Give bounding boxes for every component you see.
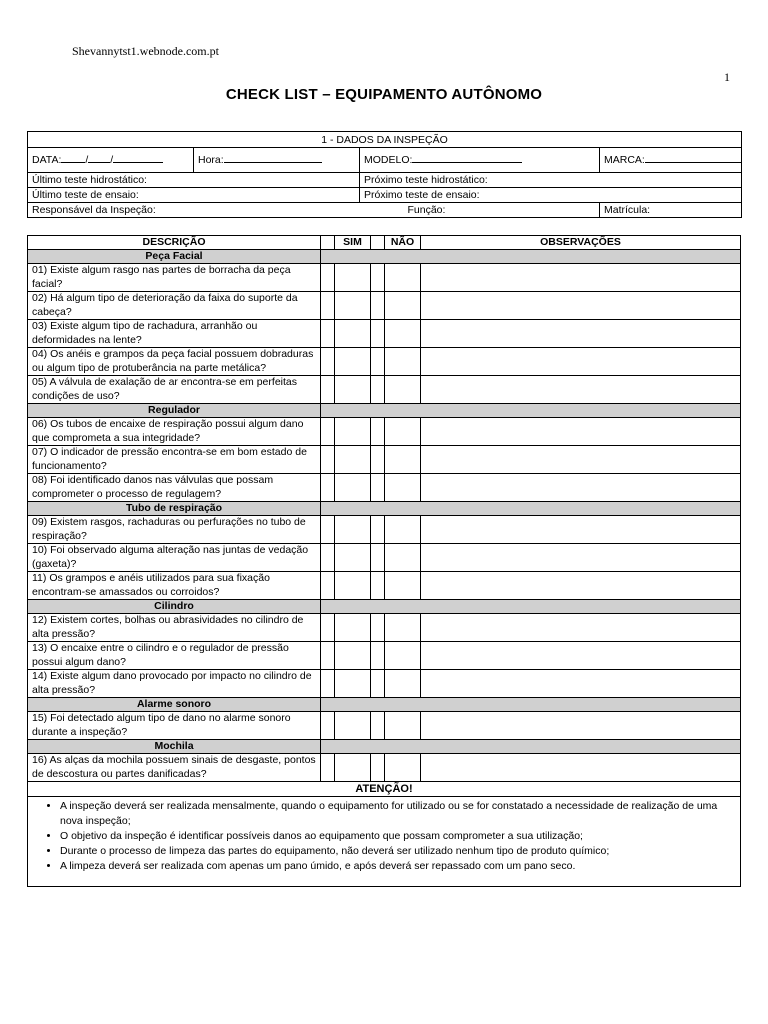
section-title: Cilindro <box>28 600 321 614</box>
checklist-row <box>28 376 741 404</box>
yes-checkbox-cell[interactable] <box>335 446 371 474</box>
question-text: 16) As alças da mochila possuem sinais de desgaste, pontos de descostura ou partes danificadas? <box>28 754 321 782</box>
no-checkbox-cell[interactable] <box>385 712 421 740</box>
checklist-row <box>28 544 741 572</box>
checklist-row <box>28 754 741 782</box>
section-header-row <box>28 740 741 754</box>
checklist-row <box>28 418 741 446</box>
question-text: 09) Existem rasgos, rachaduras ou perfurações no tubo de respiração? <box>28 516 321 544</box>
checklist-row <box>28 614 741 642</box>
notes-cell <box>28 797 741 887</box>
question-text: 05) A válvula de exalação de ar encontra-se em perfeitas condições de uso? <box>28 376 321 404</box>
yes-checkbox-cell[interactable] <box>335 572 371 600</box>
model-label: MODELO: <box>364 154 413 166</box>
observations-cell[interactable] <box>421 516 741 544</box>
section-header-row <box>28 600 741 614</box>
site-url: Shevannytst1.webnode.com.pt <box>72 44 219 58</box>
note-item: • O objetivo da inspeção é identificar possíveis danos ao equipamento que possam comprometer a sua utilização; <box>60 829 734 844</box>
spacer-cell <box>321 446 335 474</box>
no-checkbox-cell[interactable] <box>385 670 421 698</box>
yes-checkbox-cell[interactable] <box>335 670 371 698</box>
spacer-cell <box>321 264 335 292</box>
inspection-data-title: 1 - DADOS DA INSPEÇÃO <box>28 132 742 148</box>
section-title: Regulador <box>28 404 321 418</box>
section-title: Peça Facial <box>28 250 321 264</box>
section-header-row <box>28 250 741 264</box>
spacer-cell <box>371 418 385 446</box>
no-checkbox-cell[interactable] <box>385 292 421 320</box>
spacer-cell <box>371 446 385 474</box>
spacer-cell <box>321 712 335 740</box>
spacer-cell <box>371 642 385 670</box>
section-header-row <box>28 502 741 516</box>
no-checkbox-cell[interactable] <box>385 544 421 572</box>
note-item: • A inspeção deverá ser realizada mensalmente, quando o equipamento for utilizado ou se for constatado a necessidade de realização de uma nova inspeção; <box>60 799 734 829</box>
observations-cell[interactable] <box>421 264 741 292</box>
spacer-cell <box>371 754 385 782</box>
observations-cell[interactable] <box>421 446 741 474</box>
checklist-row <box>28 712 741 740</box>
notes-list <box>34 799 734 874</box>
yes-checkbox-cell[interactable] <box>335 292 371 320</box>
no-checkbox-cell[interactable] <box>385 348 421 376</box>
observations-cell[interactable] <box>421 754 741 782</box>
section-header-row <box>28 698 741 712</box>
question-text: 11) Os grampos e anéis utilizados para sua fixação encontram-se amassados ou corroidos? <box>28 572 321 600</box>
question-text: 13) O encaixe entre o cilindro e o regulador de pressão possui algum dano? <box>28 642 321 670</box>
no-checkbox-cell[interactable] <box>385 264 421 292</box>
observations-cell[interactable] <box>421 292 741 320</box>
spacer-cell <box>321 544 335 572</box>
model-field[interactable] <box>360 148 600 173</box>
question-text: 12) Existem cortes, bolhas ou abrasividades no cilindro de alta pressão? <box>28 614 321 642</box>
question-text: 03) Existe algum tipo de rachadura, arranhão ou deformidades na lente? <box>28 320 321 348</box>
col-header-spacer <box>321 236 335 250</box>
col-header-description: DESCRIÇÃO <box>28 236 321 250</box>
checklist-row <box>28 446 741 474</box>
checklist-row <box>28 572 741 600</box>
checklist-row <box>28 642 741 670</box>
section-header-row <box>28 404 741 418</box>
spacer-cell <box>321 292 335 320</box>
section-header-fill <box>321 698 741 712</box>
yes-checkbox-cell[interactable] <box>335 264 371 292</box>
checklist-row <box>28 320 741 348</box>
spacer-cell <box>321 320 335 348</box>
brand-field[interactable] <box>600 148 742 173</box>
document-title: CHECK LIST – EQUIPAMENTO AUTÔNOMO <box>225 86 543 103</box>
yes-checkbox-cell[interactable] <box>335 418 371 446</box>
page-number: 1 <box>724 70 730 84</box>
inspection-data-table <box>27 131 742 218</box>
no-checkbox-cell[interactable] <box>385 642 421 670</box>
spacer-cell <box>371 474 385 502</box>
observations-cell[interactable] <box>421 614 741 642</box>
spacer-cell <box>371 376 385 404</box>
section-header-fill <box>321 740 741 754</box>
observations-cell[interactable] <box>421 642 741 670</box>
spacer-cell <box>321 614 335 642</box>
checklist-row <box>28 516 741 544</box>
last-trial-test[interactable]: Último teste de ensaio: <box>28 188 360 203</box>
checklist-table <box>27 235 741 887</box>
observations-cell[interactable] <box>421 320 741 348</box>
yes-checkbox-cell[interactable] <box>335 474 371 502</box>
checklist-row <box>28 292 741 320</box>
date-separator-2: / <box>110 154 114 166</box>
question-text: 08) Foi identificado danos nas válvulas que possam comprometer o processo de regulagem? <box>28 474 321 502</box>
section-header-fill <box>321 404 741 418</box>
function-field[interactable]: Função: <box>360 203 600 218</box>
note-item: • A limpeza deverá ser realizada com apenas um pano úmido, e após deverá ser repassado com um pano seco. <box>60 859 734 874</box>
col-header-observations: OBSERVAÇÕES <box>421 236 741 250</box>
brand-label: MARCA: <box>604 154 645 166</box>
no-checkbox-cell[interactable] <box>385 376 421 404</box>
spacer-cell <box>321 474 335 502</box>
yes-checkbox-cell[interactable] <box>335 614 371 642</box>
date-field[interactable] <box>28 148 194 173</box>
spacer-cell <box>371 320 385 348</box>
observations-cell[interactable] <box>421 418 741 446</box>
question-text: 14) Existe algum dano provocado por impacto no cilindro de alta pressão? <box>28 670 321 698</box>
spacer-cell <box>371 264 385 292</box>
time-label: Hora: <box>198 154 224 166</box>
no-checkbox-cell[interactable] <box>385 320 421 348</box>
spacer-cell <box>321 348 335 376</box>
no-checkbox-cell[interactable] <box>385 446 421 474</box>
col-header-spacer <box>371 236 385 250</box>
spacer-cell <box>371 614 385 642</box>
spacer-cell <box>321 516 335 544</box>
inspection-responsible[interactable]: Responsável da Inspeção: <box>28 203 360 218</box>
note-item: • Durante o processo de limpeza das partes do equipamento, não deverá ser utilizado nenhum tipo de produto químico; <box>60 844 734 859</box>
spacer-cell <box>371 292 385 320</box>
spacer-cell <box>321 642 335 670</box>
spacer-cell <box>371 544 385 572</box>
spacer-cell <box>321 418 335 446</box>
spacer-cell <box>321 754 335 782</box>
yes-checkbox-cell[interactable] <box>335 320 371 348</box>
yes-checkbox-cell[interactable] <box>335 642 371 670</box>
section-header-fill <box>321 250 741 264</box>
notes-row <box>28 797 741 887</box>
question-text: 01) Existe algum rasgo nas partes de borracha da peça facial? <box>28 264 321 292</box>
spacer-cell <box>371 712 385 740</box>
spacer-cell <box>321 670 335 698</box>
observations-cell[interactable] <box>421 348 741 376</box>
observations-cell[interactable] <box>421 474 741 502</box>
next-hydrostatic-test[interactable]: Próximo teste hidrostático: <box>360 173 742 188</box>
observations-cell[interactable] <box>421 376 741 404</box>
question-text: 04) Os anéis e grampos da peça facial possuem dobraduras ou algum tipo de protuberância na parte metálica? <box>28 348 321 376</box>
date-separator-1: / <box>85 154 89 166</box>
checklist-row <box>28 264 741 292</box>
no-checkbox-cell[interactable] <box>385 516 421 544</box>
no-checkbox-cell[interactable] <box>385 474 421 502</box>
section-header-fill <box>321 502 741 516</box>
no-checkbox-cell[interactable] <box>385 572 421 600</box>
spacer-cell <box>371 516 385 544</box>
observations-cell[interactable] <box>421 572 741 600</box>
yes-checkbox-cell[interactable] <box>335 544 371 572</box>
section-header-fill <box>321 600 741 614</box>
checklist-row <box>28 670 741 698</box>
attention-row <box>28 782 741 797</box>
date-label: DATA: <box>32 154 62 166</box>
spacer-cell <box>371 348 385 376</box>
observations-cell[interactable] <box>421 712 741 740</box>
yes-checkbox-cell[interactable] <box>335 754 371 782</box>
spacer-cell <box>321 572 335 600</box>
spacer-cell <box>321 376 335 404</box>
yes-checkbox-cell[interactable] <box>335 712 371 740</box>
checklist-row <box>28 348 741 376</box>
attention-title: ATENÇÃO! <box>28 782 741 797</box>
question-text: 10) Foi observado alguma alteração nas juntas de vedação (gaxeta)? <box>28 544 321 572</box>
no-checkbox-cell[interactable] <box>385 754 421 782</box>
question-text: 06) Os tubos de encaixe de respiração possui algum dano que comprometa a sua integridade? <box>28 418 321 446</box>
no-checkbox-cell[interactable] <box>385 418 421 446</box>
col-header-no: NÃO <box>385 236 421 250</box>
observations-cell[interactable] <box>421 544 741 572</box>
time-field[interactable] <box>194 148 360 173</box>
yes-checkbox-cell[interactable] <box>335 516 371 544</box>
no-checkbox-cell[interactable] <box>385 614 421 642</box>
last-hydrostatic-test[interactable]: Último teste hidrostático: <box>28 173 360 188</box>
section-title: Tubo de respiração <box>28 502 321 516</box>
checklist-row <box>28 474 741 502</box>
spacer-cell <box>371 670 385 698</box>
section-title: Alarme sonoro <box>28 698 321 712</box>
col-header-yes: SIM <box>335 236 371 250</box>
yes-checkbox-cell[interactable] <box>335 348 371 376</box>
section-title: Mochila <box>28 740 321 754</box>
registration-field[interactable]: Matrícula: <box>600 203 742 218</box>
spacer-cell <box>371 572 385 600</box>
next-trial-test[interactable]: Próximo teste de ensaio: <box>360 188 742 203</box>
yes-checkbox-cell[interactable] <box>335 376 371 404</box>
observations-cell[interactable] <box>421 670 741 698</box>
question-text: 07) O indicador de pressão encontra-se em bom estado de funcionamento? <box>28 446 321 474</box>
question-text: 02) Há algum tipo de deterioração da faixa do suporte da cabeça? <box>28 292 321 320</box>
question-text: 15) Foi detectado algum tipo de dano no alarme sonoro durante a inspeção? <box>28 712 321 740</box>
